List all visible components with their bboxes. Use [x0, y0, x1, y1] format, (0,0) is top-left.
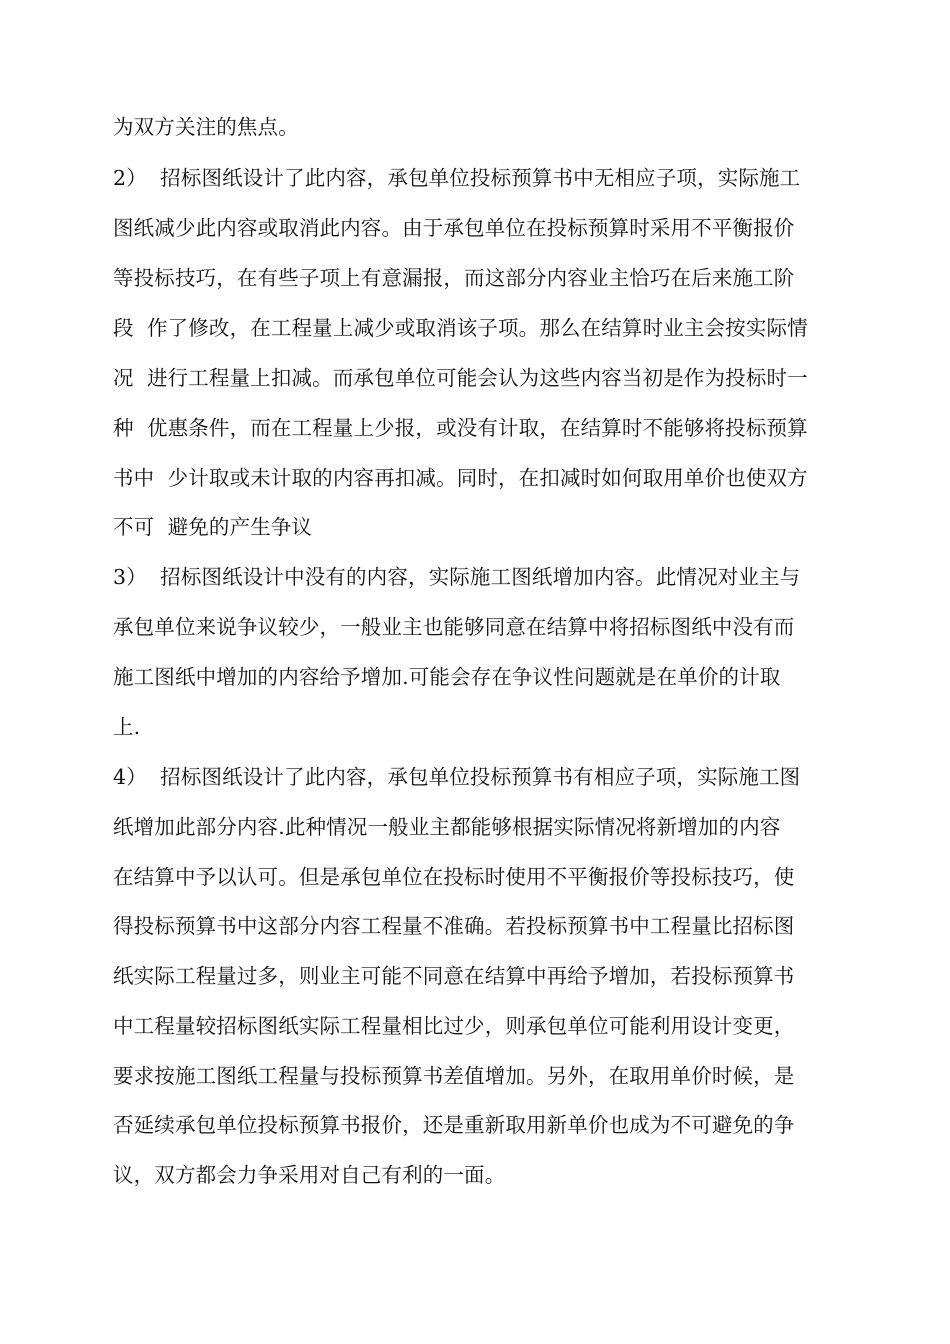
text-line: 承包单位来说争议较少，一般业主也能够同意在结算中将招标图纸中没有而	[113, 615, 795, 639]
text-line: 4） 招标图纸设计了此内容，承包单位投标预算书有相应子项，实际施工图	[113, 765, 801, 789]
text-line: 否延续承包单位投标预算书报价，还是重新取用新单价也成为不可避免的争	[113, 1113, 795, 1137]
text-line: 书中 少计取或未计取的内容再扣减。同时，在扣减时如何取用单价也使双方	[113, 466, 808, 490]
text-line: 施工图纸中增加的内容给予增加.可能会存在争议性问题就是在单价的计取	[113, 665, 781, 689]
text-line: 要求按施工图纸工程量与投标预算书差值增加。另外，在取用单价时候，是	[113, 1064, 795, 1088]
text-line: 得投标预算书中这部分内容工程量不准确。若投标预算书中工程量比招标图	[113, 914, 795, 938]
text-line: 纸实际工程量过多，则业主可能不同意在结算中再给予增加，若投标预算书	[113, 964, 795, 988]
text-line: 在结算中予以认可。但是承包单位在投标时使用不平衡报价等投标技巧，使	[113, 865, 795, 889]
text-line: 段 作了修改，在工程量上减少或取消该子项。那么在结算时业主会按实际情	[113, 316, 808, 340]
text-line: 等投标技巧，在有些子项上有意漏报，而这部分内容业主恰巧在后来施工阶	[113, 266, 795, 290]
text-line: 图纸减少此内容或取消此内容。由于承包单位在投标预算时采用不平衡报价	[113, 216, 795, 240]
text-line: 3） 招标图纸设计中没有的内容，实际施工图纸增加内容。此情况对业主与	[113, 565, 801, 589]
text-line: 为双方关注的焦点。	[113, 115, 299, 139]
text-line: 况 进行工程量上扣减。而承包单位可能会认为这些内容当初是作为投标时一	[113, 366, 808, 390]
text-line: 中工程量较招标图纸实际工程量相比过少，则承包单位可能利用设计变更，	[113, 1014, 795, 1038]
text-line: 种 优惠条件，而在工程量上少报，或没有计取，在结算时不能够将投标预算	[113, 416, 808, 440]
text-line: 2） 招标图纸设计了此内容，承包单位投标预算书中无相应子项，实际施工	[113, 166, 801, 190]
text-line: 上.	[113, 715, 141, 739]
text-line: 议，双方都会力争采用对自己有利的一面。	[113, 1163, 506, 1187]
text-line: 纸增加此部分内容.此种情况一般业主都能够根据实际情况将新增加的内容	[113, 815, 781, 839]
text-line: 不可 避免的产生争议	[113, 515, 313, 539]
